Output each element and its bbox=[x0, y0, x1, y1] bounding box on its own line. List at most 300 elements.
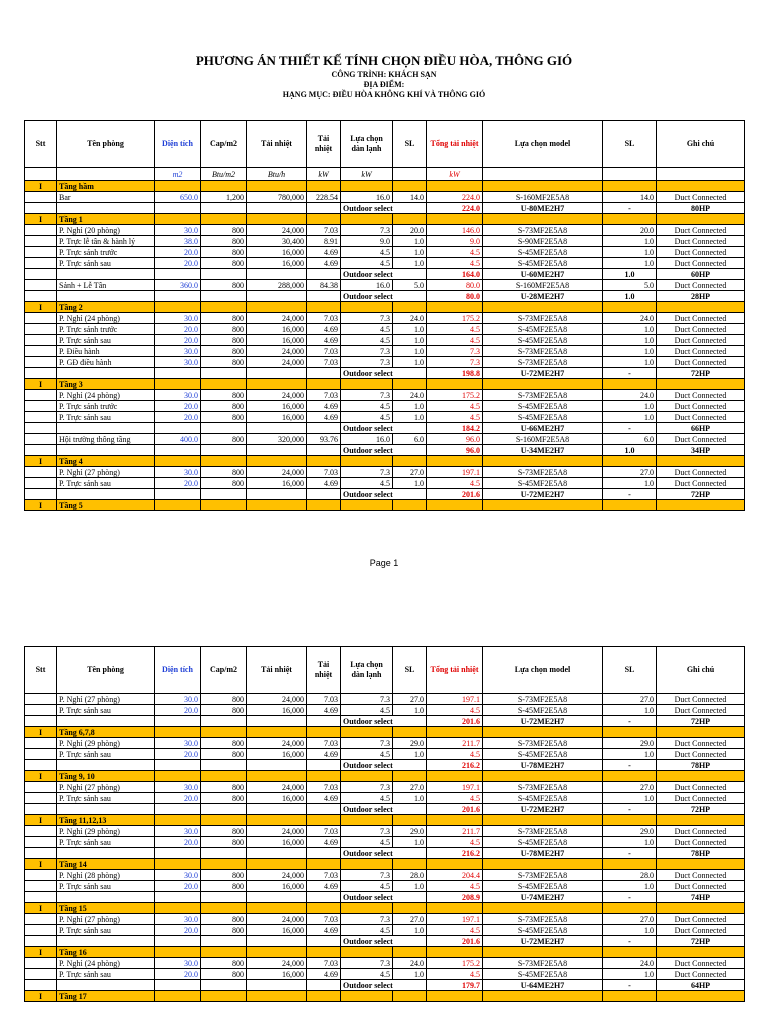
header-row bbox=[25, 647, 745, 694]
empty-cell bbox=[341, 500, 393, 511]
empty-cell bbox=[155, 892, 201, 903]
empty-cell bbox=[25, 936, 57, 947]
indoor-unit-kw: 4.5 bbox=[341, 837, 393, 848]
room-load-btu: 16,000 bbox=[247, 925, 307, 936]
room-name: P. Nghỉ (28 phòng) bbox=[57, 870, 155, 881]
room-load-btu: 320,000 bbox=[247, 434, 307, 445]
room-load-btu: 288,000 bbox=[247, 280, 307, 291]
outdoor-row bbox=[25, 489, 745, 500]
row-stt bbox=[25, 925, 57, 936]
unit-total: kW bbox=[427, 168, 483, 181]
model-qty: 1.0 bbox=[603, 346, 657, 357]
empty-cell bbox=[603, 903, 657, 914]
room-cap: 800 bbox=[201, 826, 247, 837]
indoor-qty: 27.0 bbox=[393, 694, 427, 705]
floor-index: I bbox=[25, 379, 57, 390]
header-sl: SL bbox=[393, 647, 427, 694]
empty-cell bbox=[307, 771, 341, 782]
indoor-qty: 1.0 bbox=[393, 478, 427, 489]
header-total: Tổng tải nhiệt bbox=[427, 647, 483, 694]
indoor-model: S-73MF2E5A8 bbox=[483, 467, 603, 478]
outdoor-label: Outdoor select bbox=[341, 445, 427, 456]
room-row bbox=[25, 324, 745, 335]
note: Duct Connected bbox=[657, 192, 745, 203]
room-name: Sảnh + Lễ Tân bbox=[57, 280, 155, 291]
row-stt bbox=[25, 793, 57, 804]
room-load-btu: 16,000 bbox=[247, 412, 307, 423]
model-qty: 24.0 bbox=[603, 958, 657, 969]
empty-cell bbox=[307, 203, 341, 214]
indoor-unit-kw: 16.0 bbox=[341, 280, 393, 291]
empty-cell bbox=[25, 203, 57, 214]
empty-cell bbox=[201, 760, 247, 771]
room-row bbox=[25, 914, 745, 925]
indoor-qty: 1.0 bbox=[393, 925, 427, 936]
indoor-unit-kw: 4.5 bbox=[341, 401, 393, 412]
unit-empty bbox=[393, 168, 427, 181]
indoor-unit-kw: 7.3 bbox=[341, 694, 393, 705]
empty-cell bbox=[155, 379, 201, 390]
note: Duct Connected bbox=[657, 749, 745, 760]
total-load: 96.0 bbox=[427, 434, 483, 445]
room-cap: 800 bbox=[201, 280, 247, 291]
outdoor-hp: 64HP bbox=[657, 980, 745, 991]
empty-cell bbox=[483, 815, 603, 826]
header-indoor: Lựa chọn dàn lạnh bbox=[341, 121, 393, 168]
room-load-kw: 228.54 bbox=[307, 192, 341, 203]
empty-cell bbox=[201, 727, 247, 738]
room-load-btu: 16,000 bbox=[247, 705, 307, 716]
empty-cell bbox=[25, 368, 57, 379]
total-load: 7.3 bbox=[427, 357, 483, 368]
model-qty: 1.0 bbox=[603, 705, 657, 716]
room-cap: 800 bbox=[201, 401, 247, 412]
floor-index: I bbox=[25, 456, 57, 467]
room-row bbox=[25, 192, 745, 203]
indoor-unit-kw: 4.5 bbox=[341, 881, 393, 892]
room-name: P. Nghỉ (27 phòng) bbox=[57, 694, 155, 705]
outdoor-label: Outdoor select bbox=[341, 848, 427, 859]
header-room: Tên phòng bbox=[57, 121, 155, 168]
empty-cell bbox=[341, 771, 393, 782]
unit-cap: Btu/m2 bbox=[201, 168, 247, 181]
header-area: Diện tích bbox=[155, 121, 201, 168]
floor-index: I bbox=[25, 859, 57, 870]
room-area: 20.0 bbox=[155, 478, 201, 489]
outdoor-hp: 78HP bbox=[657, 760, 745, 771]
outdoor-total: 208.9 bbox=[427, 892, 483, 903]
empty-cell bbox=[247, 181, 307, 192]
empty-cell bbox=[341, 379, 393, 390]
floor-name: Tầng 3 bbox=[57, 379, 155, 390]
empty-cell bbox=[155, 991, 201, 1002]
empty-cell bbox=[57, 423, 155, 434]
empty-cell bbox=[603, 815, 657, 826]
empty-cell bbox=[307, 716, 341, 727]
empty-cell bbox=[201, 804, 247, 815]
room-row bbox=[25, 258, 745, 269]
model-qty: 27.0 bbox=[603, 694, 657, 705]
total-load: 9.0 bbox=[427, 236, 483, 247]
empty-cell bbox=[603, 859, 657, 870]
room-area: 20.0 bbox=[155, 969, 201, 980]
indoor-qty: 1.0 bbox=[393, 324, 427, 335]
header-stt: Stt bbox=[25, 121, 57, 168]
indoor-unit-kw: 4.5 bbox=[341, 793, 393, 804]
total-load: 211.7 bbox=[427, 738, 483, 749]
room-cap: 800 bbox=[201, 478, 247, 489]
room-cap: 800 bbox=[201, 313, 247, 324]
note: Duct Connected bbox=[657, 434, 745, 445]
project-name: CÔNG TRÌNH: KHÁCH SẠN bbox=[331, 70, 437, 79]
floor-row bbox=[25, 379, 745, 390]
unit-empty bbox=[25, 168, 57, 181]
room-row bbox=[25, 881, 745, 892]
empty-cell bbox=[155, 181, 201, 192]
room-cap: 800 bbox=[201, 925, 247, 936]
empty-cell bbox=[307, 848, 341, 859]
unit-empty bbox=[603, 168, 657, 181]
room-cap: 800 bbox=[201, 837, 247, 848]
empty-cell bbox=[247, 892, 307, 903]
room-name: P. Trực sảnh sau bbox=[57, 335, 155, 346]
total-load: 197.1 bbox=[427, 467, 483, 478]
room-row bbox=[25, 958, 745, 969]
room-row bbox=[25, 749, 745, 760]
empty-cell bbox=[247, 445, 307, 456]
floor-name: Tầng 16 bbox=[57, 947, 155, 958]
indoor-unit-kw: 4.5 bbox=[341, 258, 393, 269]
unit-kw: kW bbox=[307, 168, 341, 181]
empty-cell bbox=[393, 500, 427, 511]
room-name: P. Nghỉ (29 phòng) bbox=[57, 738, 155, 749]
empty-cell bbox=[247, 423, 307, 434]
empty-cell bbox=[155, 269, 201, 280]
room-row bbox=[25, 412, 745, 423]
empty-cell bbox=[307, 859, 341, 870]
floor-name: Tầng 1 bbox=[57, 214, 155, 225]
indoor-unit-kw: 7.3 bbox=[341, 958, 393, 969]
room-load-kw: 4.69 bbox=[307, 258, 341, 269]
row-stt bbox=[25, 236, 57, 247]
empty-cell bbox=[155, 815, 201, 826]
empty-cell bbox=[247, 214, 307, 225]
empty-cell bbox=[201, 980, 247, 991]
outdoor-qty: 1.0 bbox=[603, 269, 657, 280]
row-stt bbox=[25, 749, 57, 760]
note: Duct Connected bbox=[657, 247, 745, 258]
indoor-qty: 6.0 bbox=[393, 434, 427, 445]
row-stt bbox=[25, 401, 57, 412]
empty-cell bbox=[201, 302, 247, 313]
empty-cell bbox=[155, 771, 201, 782]
note: Duct Connected bbox=[657, 793, 745, 804]
indoor-model: S-45MF2E5A8 bbox=[483, 412, 603, 423]
model-qty: 1.0 bbox=[603, 335, 657, 346]
room-cap: 800 bbox=[201, 258, 247, 269]
indoor-unit-kw: 7.3 bbox=[341, 738, 393, 749]
floor-name: Tầng 11,12,13 bbox=[57, 815, 155, 826]
empty-cell bbox=[201, 947, 247, 958]
note: Duct Connected bbox=[657, 401, 745, 412]
empty-cell bbox=[427, 903, 483, 914]
room-load-btu: 24,000 bbox=[247, 467, 307, 478]
empty-cell bbox=[483, 991, 603, 1002]
room-name: P. Trực sảnh sau bbox=[57, 925, 155, 936]
unit-empty bbox=[57, 168, 155, 181]
room-area: 20.0 bbox=[155, 925, 201, 936]
note: Duct Connected bbox=[657, 390, 745, 401]
indoor-model: S-73MF2E5A8 bbox=[483, 346, 603, 357]
room-name: P. Trực sảnh trước bbox=[57, 401, 155, 412]
room-load-btu: 24,000 bbox=[247, 782, 307, 793]
empty-cell bbox=[57, 368, 155, 379]
outdoor-row bbox=[25, 892, 745, 903]
empty-cell bbox=[307, 269, 341, 280]
row-stt bbox=[25, 192, 57, 203]
room-cap: 800 bbox=[201, 247, 247, 258]
room-area: 30.0 bbox=[155, 782, 201, 793]
room-area: 30.0 bbox=[155, 694, 201, 705]
empty-cell bbox=[155, 489, 201, 500]
floor-name: Tầng 2 bbox=[57, 302, 155, 313]
empty-cell bbox=[603, 500, 657, 511]
row-stt bbox=[25, 694, 57, 705]
room-area: 30.0 bbox=[155, 958, 201, 969]
empty-cell bbox=[57, 269, 155, 280]
row-stt bbox=[25, 225, 57, 236]
indoor-model: S-73MF2E5A8 bbox=[483, 357, 603, 368]
room-row bbox=[25, 401, 745, 412]
empty-cell bbox=[603, 727, 657, 738]
room-row bbox=[25, 236, 745, 247]
header-note: Ghi chú bbox=[657, 647, 745, 694]
outdoor-qty: - bbox=[603, 848, 657, 859]
outdoor-model: U-66ME2H7 bbox=[483, 423, 603, 434]
empty-cell bbox=[483, 181, 603, 192]
outdoor-model: U-72ME2H7 bbox=[483, 804, 603, 815]
empty-cell bbox=[307, 727, 341, 738]
empty-cell bbox=[427, 947, 483, 958]
indoor-unit-kw: 7.3 bbox=[341, 390, 393, 401]
room-load-kw: 4.69 bbox=[307, 478, 341, 489]
empty-cell bbox=[393, 991, 427, 1002]
indoor-model: S-73MF2E5A8 bbox=[483, 958, 603, 969]
indoor-qty: 1.0 bbox=[393, 705, 427, 716]
header-room: Tên phòng bbox=[57, 647, 155, 694]
indoor-model: S-45MF2E5A8 bbox=[483, 925, 603, 936]
indoor-unit-kw: 7.3 bbox=[341, 225, 393, 236]
outdoor-total: 216.2 bbox=[427, 760, 483, 771]
note: Duct Connected bbox=[657, 478, 745, 489]
empty-cell bbox=[25, 980, 57, 991]
outdoor-row bbox=[25, 203, 745, 214]
room-area: 30.0 bbox=[155, 346, 201, 357]
total-load: 197.1 bbox=[427, 694, 483, 705]
empty-cell bbox=[201, 445, 247, 456]
note: Duct Connected bbox=[657, 335, 745, 346]
empty-cell bbox=[201, 368, 247, 379]
note: Duct Connected bbox=[657, 225, 745, 236]
header-model: Lựa chọn model bbox=[483, 647, 603, 694]
empty-cell bbox=[201, 859, 247, 870]
indoor-unit-kw: 7.3 bbox=[341, 357, 393, 368]
room-cap: 800 bbox=[201, 738, 247, 749]
empty-cell bbox=[307, 423, 341, 434]
empty-cell bbox=[155, 500, 201, 511]
floor-row bbox=[25, 302, 745, 313]
empty-cell bbox=[247, 815, 307, 826]
indoor-model: S-73MF2E5A8 bbox=[483, 694, 603, 705]
empty-cell bbox=[247, 936, 307, 947]
empty-cell bbox=[307, 368, 341, 379]
indoor-qty: 29.0 bbox=[393, 826, 427, 837]
header-kw: Tải nhiệt bbox=[307, 121, 341, 168]
room-load-kw: 84.38 bbox=[307, 280, 341, 291]
floor-name: Tầng 15 bbox=[57, 903, 155, 914]
room-row bbox=[25, 225, 745, 236]
outdoor-hp: 72HP bbox=[657, 716, 745, 727]
indoor-model: S-45MF2E5A8 bbox=[483, 478, 603, 489]
model-qty: 14.0 bbox=[603, 192, 657, 203]
room-load-btu: 16,000 bbox=[247, 335, 307, 346]
empty-cell bbox=[603, 991, 657, 1002]
outdoor-total: 216.2 bbox=[427, 848, 483, 859]
indoor-qty: 1.0 bbox=[393, 258, 427, 269]
outdoor-hp: 34HP bbox=[657, 445, 745, 456]
floor-index: I bbox=[25, 903, 57, 914]
indoor-qty: 1.0 bbox=[393, 412, 427, 423]
room-name: P. Trực sảnh sau bbox=[57, 258, 155, 269]
room-load-kw: 4.69 bbox=[307, 401, 341, 412]
model-qty: 1.0 bbox=[603, 247, 657, 258]
outdoor-hp: 78HP bbox=[657, 848, 745, 859]
room-load-btu: 24,000 bbox=[247, 225, 307, 236]
room-row bbox=[25, 357, 745, 368]
room-cap: 800 bbox=[201, 705, 247, 716]
outdoor-model: U-64ME2H7 bbox=[483, 980, 603, 991]
room-area: 30.0 bbox=[155, 357, 201, 368]
outdoor-qty: - bbox=[603, 760, 657, 771]
empty-cell bbox=[155, 214, 201, 225]
empty-cell bbox=[657, 214, 745, 225]
header-indoor: Lựa chọn dàn lạnh bbox=[341, 647, 393, 694]
indoor-model: S-160MF2E5A8 bbox=[483, 280, 603, 291]
room-row bbox=[25, 782, 745, 793]
header-stt: Stt bbox=[25, 647, 57, 694]
note: Duct Connected bbox=[657, 837, 745, 848]
room-area: 20.0 bbox=[155, 258, 201, 269]
location-label: ĐỊA ĐIỂM: bbox=[363, 80, 405, 89]
empty-cell bbox=[201, 214, 247, 225]
indoor-unit-kw: 4.5 bbox=[341, 412, 393, 423]
empty-cell bbox=[603, 771, 657, 782]
room-load-btu: 16,000 bbox=[247, 969, 307, 980]
hvac-table-page1 bbox=[24, 120, 745, 511]
empty-cell bbox=[25, 269, 57, 280]
note: Duct Connected bbox=[657, 914, 745, 925]
empty-cell bbox=[247, 302, 307, 313]
empty-cell bbox=[427, 771, 483, 782]
floor-index: I bbox=[25, 500, 57, 511]
indoor-model: S-160MF2E5A8 bbox=[483, 192, 603, 203]
room-area: 38.0 bbox=[155, 236, 201, 247]
empty-cell bbox=[341, 181, 393, 192]
empty-cell bbox=[25, 760, 57, 771]
note: Duct Connected bbox=[657, 412, 745, 423]
room-load-kw: 4.69 bbox=[307, 412, 341, 423]
empty-cell bbox=[25, 423, 57, 434]
room-load-kw: 7.03 bbox=[307, 346, 341, 357]
empty-cell bbox=[657, 903, 745, 914]
indoor-qty: 1.0 bbox=[393, 236, 427, 247]
note: Duct Connected bbox=[657, 969, 745, 980]
floor-row bbox=[25, 859, 745, 870]
room-load-btu: 24,000 bbox=[247, 346, 307, 357]
header-kw: Tải nhiệt bbox=[307, 647, 341, 694]
room-load-kw: 7.03 bbox=[307, 914, 341, 925]
empty-cell bbox=[483, 456, 603, 467]
model-qty: 1.0 bbox=[603, 401, 657, 412]
outdoor-model: U-28ME2H7 bbox=[483, 291, 603, 302]
room-name: P. Nghỉ (29 phòng) bbox=[57, 826, 155, 837]
row-stt bbox=[25, 881, 57, 892]
room-area: 20.0 bbox=[155, 837, 201, 848]
outdoor-row bbox=[25, 804, 745, 815]
row-stt bbox=[25, 390, 57, 401]
row-stt bbox=[25, 335, 57, 346]
room-load-kw: 4.69 bbox=[307, 925, 341, 936]
model-qty: 1.0 bbox=[603, 324, 657, 335]
room-row bbox=[25, 705, 745, 716]
room-load-kw: 4.69 bbox=[307, 969, 341, 980]
empty-cell bbox=[427, 859, 483, 870]
room-load-btu: 24,000 bbox=[247, 694, 307, 705]
room-load-kw: 7.03 bbox=[307, 357, 341, 368]
room-area: 20.0 bbox=[155, 793, 201, 804]
empty-cell bbox=[603, 379, 657, 390]
room-load-kw: 7.03 bbox=[307, 467, 341, 478]
empty-cell bbox=[155, 291, 201, 302]
floor-name: Tầng hầm bbox=[57, 181, 155, 192]
empty-cell bbox=[657, 181, 745, 192]
room-load-btu: 16,000 bbox=[247, 247, 307, 258]
empty-cell bbox=[57, 291, 155, 302]
room-name: Hội trường thông tầng bbox=[57, 434, 155, 445]
indoor-unit-kw: 9.0 bbox=[341, 236, 393, 247]
row-stt bbox=[25, 478, 57, 489]
row-stt bbox=[25, 782, 57, 793]
outdoor-qty: 1.0 bbox=[603, 445, 657, 456]
room-load-btu: 24,000 bbox=[247, 914, 307, 925]
outdoor-label: Outdoor select bbox=[341, 291, 427, 302]
page-number: Page 1 bbox=[369, 558, 399, 568]
empty-cell bbox=[201, 936, 247, 947]
total-load: 197.1 bbox=[427, 914, 483, 925]
model-qty: 5.0 bbox=[603, 280, 657, 291]
empty-cell bbox=[427, 214, 483, 225]
empty-cell bbox=[155, 804, 201, 815]
room-load-kw: 4.69 bbox=[307, 335, 341, 346]
room-row bbox=[25, 434, 745, 445]
empty-cell bbox=[483, 302, 603, 313]
empty-cell bbox=[201, 269, 247, 280]
floor-name: Tầng 5 bbox=[57, 500, 155, 511]
total-load: 175.2 bbox=[427, 958, 483, 969]
room-row bbox=[25, 478, 745, 489]
model-qty: 29.0 bbox=[603, 738, 657, 749]
room-cap: 800 bbox=[201, 793, 247, 804]
